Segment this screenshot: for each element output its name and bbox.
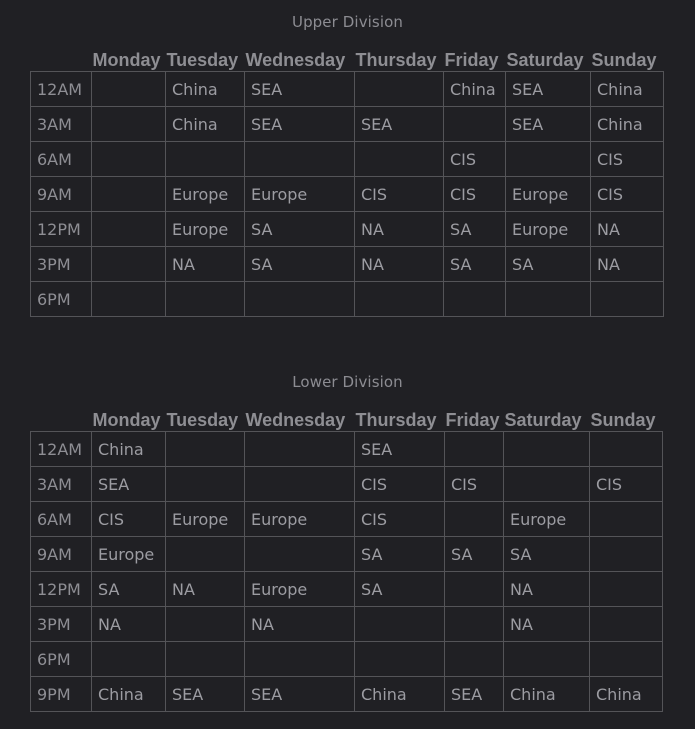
region-cell-wednesday: SEA	[245, 677, 355, 712]
region-cell-tuesday: SEA	[166, 677, 245, 712]
time-cell: 3AM	[31, 467, 92, 502]
time-cell: 12AM	[31, 432, 92, 467]
lower-division-body	[31, 432, 663, 712]
region-cell-wednesday	[245, 537, 355, 572]
region-cell-monday: SA	[92, 572, 166, 607]
region-cell-saturday	[504, 432, 590, 467]
region-cell-friday	[445, 572, 504, 607]
day-header-monday: Monday	[92, 50, 161, 70]
time-cell: 3PM	[31, 607, 92, 642]
region-cell-saturday	[504, 467, 590, 502]
region-cell-friday: CIS	[444, 142, 506, 177]
day-header-thursday: Thursday	[355, 50, 437, 70]
region-cell-thursday: CIS	[355, 502, 445, 537]
time-cell: 9AM	[31, 177, 92, 212]
table-row	[31, 677, 663, 712]
region-cell-monday: SEA	[92, 467, 166, 502]
region-cell-saturday: Europe	[506, 177, 591, 212]
time-cell: 12PM	[31, 212, 92, 247]
day-header-row	[31, 405, 663, 432]
region-cell-saturday	[506, 142, 591, 177]
region-cell-sunday: China	[591, 72, 664, 107]
region-cell-wednesday	[245, 282, 355, 317]
region-cell-thursday	[355, 282, 444, 317]
day-header-wednesday: Wednesday	[245, 50, 346, 70]
region-cell-friday	[445, 502, 504, 537]
region-cell-sunday	[590, 537, 663, 572]
table-row	[31, 537, 663, 572]
region-cell-monday: China	[92, 677, 166, 712]
region-cell-thursday: SA	[355, 537, 445, 572]
region-cell-wednesday: Europe	[245, 502, 355, 537]
time-cell: 6PM	[31, 642, 92, 677]
day-header-saturday: Saturday	[506, 50, 584, 70]
time-cell: 12PM	[31, 572, 92, 607]
time-cell: 6AM	[31, 502, 92, 537]
region-cell-sunday: China	[591, 107, 664, 142]
region-cell-saturday: SEA	[506, 72, 591, 107]
region-cell-monday	[92, 107, 166, 142]
region-cell-friday: China	[444, 72, 506, 107]
region-cell-saturday: Europe	[506, 212, 591, 247]
region-cell-monday	[92, 642, 166, 677]
region-cell-thursday	[355, 642, 445, 677]
region-cell-sunday: NA	[591, 212, 664, 247]
region-cell-friday: SA	[445, 537, 504, 572]
region-cell-sunday: NA	[591, 247, 664, 282]
region-cell-thursday: SEA	[355, 432, 445, 467]
table-row	[31, 212, 664, 247]
time-cell: 3PM	[31, 247, 92, 282]
table-row	[31, 432, 663, 467]
region-cell-wednesday	[245, 642, 355, 677]
region-cell-tuesday: Europe	[166, 212, 245, 247]
region-cell-monday	[92, 177, 166, 212]
region-cell-saturday: SA	[506, 247, 591, 282]
region-cell-friday	[445, 642, 504, 677]
table-row	[31, 467, 663, 502]
region-cell-thursday: NA	[355, 247, 444, 282]
region-cell-monday	[92, 212, 166, 247]
time-cell: 9AM	[31, 537, 92, 572]
region-cell-sunday	[590, 607, 663, 642]
region-cell-wednesday: NA	[245, 607, 355, 642]
region-cell-tuesday: NA	[166, 572, 245, 607]
region-cell-thursday: CIS	[355, 467, 445, 502]
table-row	[31, 72, 664, 107]
table-row	[31, 642, 663, 677]
day-header-tuesday: Tuesday	[166, 50, 239, 70]
lower-division-title: Lower Division	[292, 373, 403, 391]
corner-header	[31, 45, 92, 72]
region-cell-saturday: NA	[504, 607, 590, 642]
table-row	[31, 247, 664, 282]
region-cell-thursday: SEA	[355, 107, 444, 142]
region-cell-wednesday	[245, 432, 355, 467]
region-cell-sunday	[590, 572, 663, 607]
day-header-monday: Monday	[92, 410, 161, 430]
upper-division-table	[30, 45, 664, 317]
region-cell-saturday: SEA	[506, 107, 591, 142]
region-cell-friday: SA	[444, 212, 506, 247]
region-cell-sunday	[590, 432, 663, 467]
region-cell-saturday: NA	[504, 572, 590, 607]
region-cell-wednesday: SA	[245, 212, 355, 247]
table-row	[31, 177, 664, 212]
region-cell-wednesday: SEA	[245, 72, 355, 107]
time-cell: 6AM	[31, 142, 92, 177]
day-header-row	[31, 45, 664, 72]
time-cell: 9PM	[31, 677, 92, 712]
region-cell-sunday	[591, 282, 664, 317]
region-cell-sunday: CIS	[591, 177, 664, 212]
table-row	[31, 502, 663, 537]
time-cell: 6PM	[31, 282, 92, 317]
day-header-saturday: Saturday	[504, 410, 582, 430]
region-cell-friday: CIS	[444, 177, 506, 212]
day-header-thursday: Thursday	[355, 410, 437, 430]
region-cell-monday	[92, 72, 166, 107]
region-cell-thursday	[355, 142, 444, 177]
table-row	[31, 607, 663, 642]
region-cell-sunday	[590, 502, 663, 537]
region-cell-sunday	[590, 642, 663, 677]
region-cell-friday: CIS	[445, 467, 504, 502]
region-cell-friday: SEA	[445, 677, 504, 712]
region-cell-saturday: China	[504, 677, 590, 712]
time-cell: 3AM	[31, 107, 92, 142]
region-cell-monday: Europe	[92, 537, 166, 572]
region-cell-tuesday	[166, 432, 245, 467]
time-cell: 12AM	[31, 72, 92, 107]
table-row	[31, 142, 664, 177]
corner-header	[31, 405, 92, 432]
table-row	[31, 282, 664, 317]
region-cell-tuesday: Europe	[166, 502, 245, 537]
region-cell-friday	[444, 107, 506, 142]
region-cell-saturday: SA	[504, 537, 590, 572]
region-cell-thursday: SA	[355, 572, 445, 607]
region-cell-saturday: Europe	[504, 502, 590, 537]
region-cell-tuesday	[166, 537, 245, 572]
region-cell-thursday: NA	[355, 212, 444, 247]
region-cell-friday: SA	[444, 247, 506, 282]
region-cell-sunday: CIS	[591, 142, 664, 177]
region-cell-tuesday: Europe	[166, 177, 245, 212]
day-header-sunday: Sunday	[591, 50, 657, 70]
region-cell-tuesday	[166, 142, 245, 177]
region-cell-tuesday	[166, 282, 245, 317]
region-cell-tuesday	[166, 642, 245, 677]
region-cell-monday	[92, 282, 166, 317]
region-cell-monday: China	[92, 432, 166, 467]
region-cell-wednesday: Europe	[245, 572, 355, 607]
region-cell-monday: CIS	[92, 502, 166, 537]
region-cell-friday	[444, 282, 506, 317]
lower-division-table	[30, 405, 663, 712]
region-cell-tuesday: China	[166, 107, 245, 142]
day-header-wednesday: Wednesday	[245, 410, 346, 430]
day-header-friday: Friday	[444, 50, 499, 70]
region-cell-tuesday	[166, 467, 245, 502]
region-cell-thursday: China	[355, 677, 445, 712]
day-header-friday: Friday	[445, 410, 500, 430]
region-cell-wednesday	[245, 142, 355, 177]
region-cell-wednesday: SEA	[245, 107, 355, 142]
region-cell-thursday	[355, 72, 444, 107]
region-cell-sunday: China	[590, 677, 663, 712]
table-row	[31, 572, 663, 607]
region-cell-tuesday: China	[166, 72, 245, 107]
region-cell-thursday	[355, 607, 445, 642]
region-cell-saturday	[504, 642, 590, 677]
region-cell-monday: NA	[92, 607, 166, 642]
region-cell-wednesday: SA	[245, 247, 355, 282]
region-cell-tuesday	[166, 607, 245, 642]
region-cell-wednesday	[245, 467, 355, 502]
region-cell-friday	[445, 432, 504, 467]
upper-division-body	[31, 72, 664, 317]
table-row	[31, 107, 664, 142]
region-cell-wednesday: Europe	[245, 177, 355, 212]
day-header-sunday: Sunday	[590, 410, 656, 430]
region-cell-sunday: CIS	[590, 467, 663, 502]
region-cell-tuesday: NA	[166, 247, 245, 282]
region-cell-thursday: CIS	[355, 177, 444, 212]
region-cell-friday	[445, 607, 504, 642]
region-cell-monday	[92, 142, 166, 177]
day-header-tuesday: Tuesday	[166, 410, 239, 430]
region-cell-monday	[92, 247, 166, 282]
region-cell-saturday	[506, 282, 591, 317]
upper-division-title: Upper Division	[291, 13, 403, 31]
